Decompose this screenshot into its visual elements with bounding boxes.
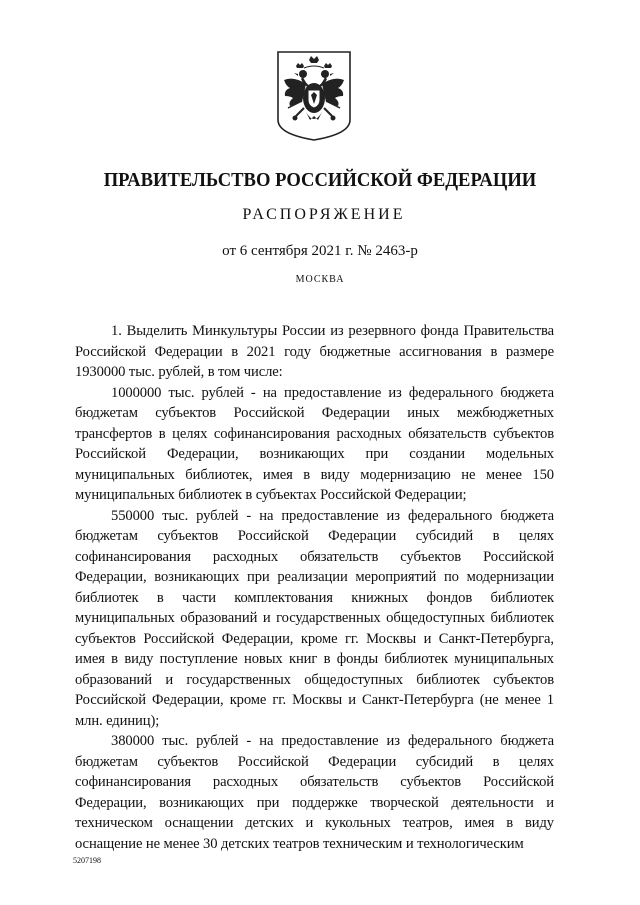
coat-of-arms-icon [276,50,352,142]
paragraph: 550000 тыс. рублей - на предоставление из федерального бюджета бюджетам субъектов Российской Федерации субсидий в целях софинансирования расходных обязательств субъектов Российской Федерации, возникающих при реализации мероприятий по модернизации библиотек в части комплектования книжных фондов библиотек муниципальных образований и государственных общедоступных библиотек субъектов Российской Федерации, кроме гг. Москвы и Санкт-Петербурга, имея в виду поступление новых книг в фонды библиотек муниципальных образований и государственных общедоступных библиотек субъектов Российской Федерации, кроме гг. Москвы и Санкт-Петербурга (не менее 1 млн. единиц); [75,507,554,729]
paragraph: 1000000 тыс. рублей - на предоставление из федерального бюджета бюджетам субъектов Российской Федерации иных межбюджетных трансфертов в целях софинансирования расходных обязательств субъектов Российской Федерации, возникающих при создании модельных муниципальных библиотек, имея в виду модернизацию не менее 150 муниципальных библиотек в субъектах Российской Федерации; [75,384,554,503]
document-type: РАСПОРЯЖЕНИЕ [242,206,406,223]
paragraph: 1. Выделить Минкультуры России из резервного фонда Правительства Российской Федерации в 2021 году бюджетные ассигнования в размере 1930000 тыс. рублей, в том числе: [75,323,554,380]
document-city: МОСКВА [295,274,345,285]
government-title: ПРАВИТЕЛЬСТВО РОССИЙСКОЙ ФЕДЕРАЦИИ [103,169,537,191]
document-footer-code: 5207198 [73,856,101,865]
document-body [75,321,554,854]
paragraph: 380000 тыс. рублей - на предоставление из федерального бюджета бюджетам субъектов Российской Федерации субсидий в целях софинансирования расходных обязательств субъектов Российской Федерации, возникающих при поддержке творческой деятельности и техническом оснащении детских и кукольных театров, имея в виду оснащение не менее 30 детских театров техническим и технологическим [75,733,554,852]
document-date-number: от 6 сентября 2021 г. № 2463-р [222,243,418,259]
